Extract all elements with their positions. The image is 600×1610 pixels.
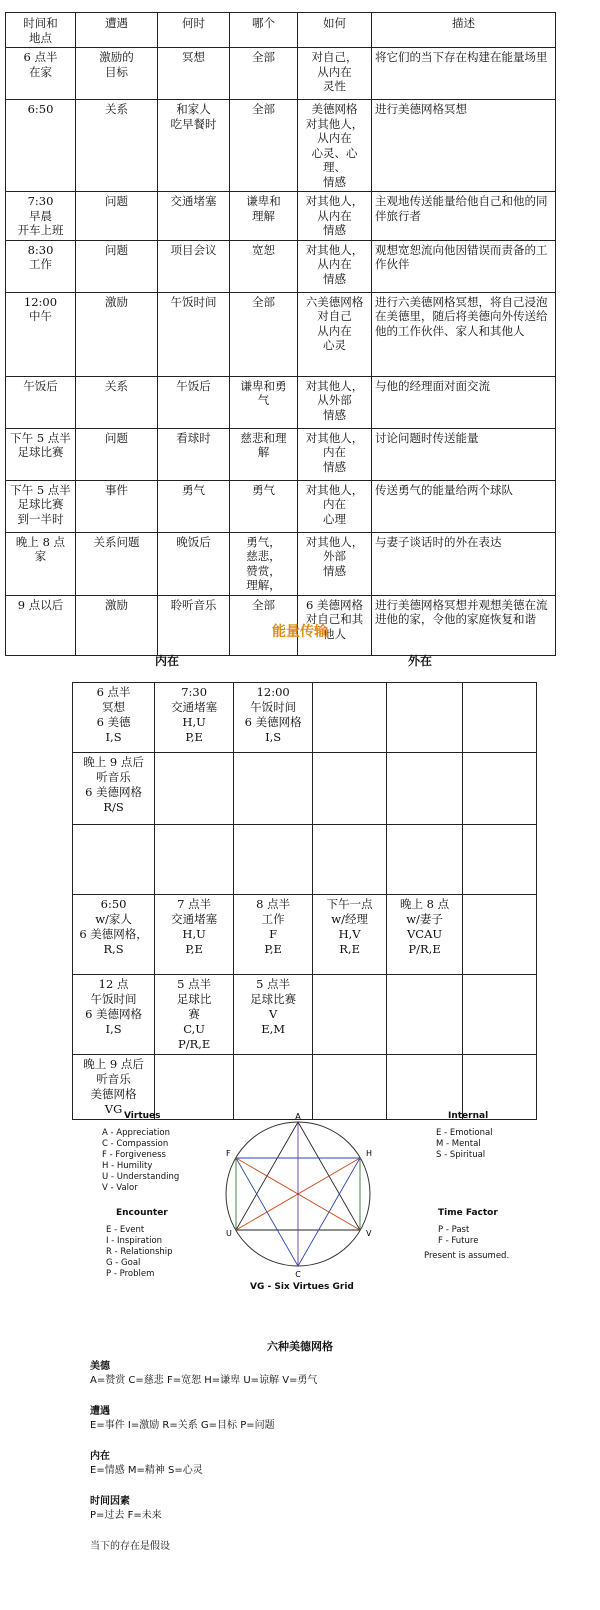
energy-grid-cell bbox=[313, 683, 387, 753]
schedule-cell: 进行美德网格冥想并观想美德在流进他的家，令他的家庭恢复和谐 bbox=[372, 595, 556, 655]
energy-grid-cell bbox=[73, 825, 155, 895]
energy-grid-cell bbox=[387, 975, 463, 1055]
schedule-cell: 激励 bbox=[76, 292, 158, 376]
schedule-cell: 全部 bbox=[230, 48, 298, 100]
schedule-cell: 午饭后 bbox=[6, 376, 76, 428]
schedule-cell: 午饭后 bbox=[158, 376, 230, 428]
key-time-factor bbox=[90, 1495, 162, 1523]
schedule-row bbox=[6, 48, 556, 100]
schedule-cell: 美德网格 对其他人， 从内在 心灵、心理、 情感 bbox=[298, 100, 372, 192]
schedule-cell: 宽恕 bbox=[230, 240, 298, 292]
energy-grid-cell: 6 点半 冥想 6 美德 I,S bbox=[73, 683, 155, 753]
energy-grid-cell: 7 点半 交通堵塞 H,U P,E bbox=[155, 895, 234, 975]
encounter-item: G - Goal bbox=[106, 1258, 141, 1268]
energy-grid-row bbox=[73, 825, 537, 895]
point-label: A bbox=[295, 1112, 301, 1121]
key-values: E=事件 I=激励 R=关系 G=目标 P=问题 bbox=[90, 1420, 275, 1431]
internal-item: E - Emotional bbox=[436, 1128, 493, 1138]
point-label: C bbox=[295, 1270, 301, 1279]
schedule-cell: 交通堵塞 bbox=[158, 192, 230, 241]
energy-grid-cell: 晚上 9 点后 听音乐 6 美德网格 R/S bbox=[73, 753, 155, 825]
schedule-cell: 进行美德网格冥想 bbox=[372, 100, 556, 192]
energy-grid-row bbox=[73, 683, 537, 753]
energy-grid-cell bbox=[155, 753, 234, 825]
header-encounter: 遭遇 bbox=[76, 13, 158, 48]
schedule-cell: 对其他人， 外部 情感 bbox=[298, 532, 372, 595]
schedule-cell: 关系问题 bbox=[76, 532, 158, 595]
inner-label: 内在 bbox=[155, 654, 180, 668]
schedule-cell: 7:30 早晨 开车上班 bbox=[6, 192, 76, 241]
present-assumed-note: 当下的存在是假设 bbox=[90, 1541, 170, 1552]
point-label: V bbox=[366, 1229, 372, 1238]
energy-grid-cell: 晚上 9 点后 听音乐 美德网格 VG bbox=[73, 1055, 155, 1120]
six-virtues-grid-diagram bbox=[220, 1108, 380, 1284]
schedule-cell: 慈悲和理 解 bbox=[230, 428, 298, 480]
schedule-cell: 观想宽恕流向他因错误而责备的工作伙伴 bbox=[372, 240, 556, 292]
schedule-cell: 与妻子谈话时的外在表达 bbox=[372, 532, 556, 595]
virtues-legend bbox=[102, 1111, 179, 1194]
schedule-header-row bbox=[6, 13, 556, 48]
energy-grid-cell bbox=[234, 753, 313, 825]
schedule-cell: 对其他人， 从内在 情感 bbox=[298, 240, 372, 292]
schedule-cell: 激励 bbox=[76, 595, 158, 655]
schedule-cell: 对其他人， 内在 心理 bbox=[298, 480, 372, 532]
energy-grid-cell: 7:30 交通堵塞 H,U P,E bbox=[155, 683, 234, 753]
schedule-cell: 项目会议 bbox=[158, 240, 230, 292]
internal-title: Internal bbox=[448, 1111, 489, 1121]
energy-grid-row bbox=[73, 753, 537, 825]
schedule-cell: 关系 bbox=[76, 376, 158, 428]
energy-grid-cell: 8 点半 工作 F P,E bbox=[234, 895, 313, 975]
energy-grid-cell: 5 点半 足球比赛 V E,M bbox=[234, 975, 313, 1055]
schedule-row bbox=[6, 428, 556, 480]
virtue-item: U - Understanding bbox=[102, 1172, 180, 1182]
six-virtues-grid-title: 六种美德网格 bbox=[267, 1340, 333, 1353]
schedule-row bbox=[6, 100, 556, 192]
schedule-cell: 勇气 bbox=[158, 480, 230, 532]
energy-grid-row bbox=[73, 895, 537, 975]
schedule-cell: 6 美德网格 对自己和其 他人 bbox=[298, 595, 372, 655]
header-how: 如何 bbox=[298, 13, 372, 48]
schedule-cell: 与他的经理面对面交流 bbox=[372, 376, 556, 428]
key-values: A=赞赏 C=慈悲 F=宽恕 H=谦卑 U=谅解 V=勇气 bbox=[90, 1375, 318, 1386]
schedule-cell: 问题 bbox=[76, 428, 158, 480]
schedule-cell: 激励的 目标 bbox=[76, 48, 158, 100]
schedule-table bbox=[5, 12, 556, 656]
encounter-item: I - Inspiration bbox=[106, 1236, 163, 1246]
time-title: Time Factor bbox=[438, 1208, 498, 1218]
energy-transfer-title: 能量传输 bbox=[272, 624, 328, 640]
schedule-cell: 冥想 bbox=[158, 48, 230, 100]
energy-grid-cell: 5 点半 足球比 赛 C,U P/R,E bbox=[155, 975, 234, 1055]
key-heading: 美德 bbox=[90, 1361, 110, 1372]
virtue-item: F - Forgiveness bbox=[102, 1150, 166, 1160]
schedule-cell: 6 点半 在家 bbox=[6, 48, 76, 100]
energy-grid-cell bbox=[234, 825, 313, 895]
schedule-cell: 全部 bbox=[230, 595, 298, 655]
schedule-cell: 12:00 中午 bbox=[6, 292, 76, 376]
internal-item: M - Mental bbox=[436, 1139, 481, 1149]
energy-grid-cell: 下午一点 w/经理 H,V R,E bbox=[313, 895, 387, 975]
energy-grid-cell: 晚上 8 点 w/妻子 VCAU P/R,E bbox=[387, 895, 463, 975]
key-encounter bbox=[90, 1405, 275, 1433]
schedule-cell: 聆听音乐 bbox=[158, 595, 230, 655]
encounter-title: Encounter bbox=[116, 1208, 168, 1218]
encounter-item: E - Event bbox=[106, 1225, 145, 1235]
energy-grid-cell bbox=[463, 1055, 537, 1120]
virtue-item: V - Valor bbox=[102, 1183, 138, 1193]
schedule-cell: 对自己， 从内在 灵性 bbox=[298, 48, 372, 100]
time-item: P - Past bbox=[438, 1225, 470, 1235]
schedule-cell: 问题 bbox=[76, 240, 158, 292]
header-which: 哪个 bbox=[230, 13, 298, 48]
virtue-item: H - Humility bbox=[102, 1161, 153, 1171]
schedule-cell: 关系 bbox=[76, 100, 158, 192]
key-internal bbox=[90, 1450, 203, 1478]
time-legend bbox=[424, 1208, 510, 1262]
point-label: H bbox=[366, 1149, 373, 1158]
schedule-cell: 六美德网格 对自己 从内在 心灵 bbox=[298, 292, 372, 376]
internal-item: S - Spiritual bbox=[436, 1150, 486, 1160]
virtue-item: C - Compassion bbox=[102, 1139, 169, 1149]
schedule-cell: 将它们的当下存在构建在能量场里 bbox=[372, 48, 556, 100]
key-heading: 内在 bbox=[90, 1451, 110, 1462]
key-values: P=过去 F=未来 bbox=[90, 1510, 162, 1521]
schedule-cell: 9 点以后 bbox=[6, 595, 76, 655]
header-description: 描述 bbox=[372, 13, 556, 48]
schedule-cell: 晚上 8 点 家 bbox=[6, 532, 76, 595]
schedule-cell: 对其他人， 从内在 情感 bbox=[298, 192, 372, 241]
energy-grid-cell bbox=[313, 753, 387, 825]
diagram-caption bbox=[250, 1282, 354, 1293]
energy-grid-cell: 12:00 午饭时间 6 美德网格 I,S bbox=[234, 683, 313, 753]
schedule-cell: 谦卑和 理解 bbox=[230, 192, 298, 241]
key-heading: 时间因素 bbox=[90, 1496, 130, 1507]
energy-grid-cell bbox=[387, 1055, 463, 1120]
schedule-row bbox=[6, 480, 556, 532]
energy-grid-cell bbox=[313, 825, 387, 895]
present-note: Present is assumed. bbox=[424, 1251, 510, 1261]
energy-grid-cell bbox=[463, 825, 537, 895]
point-label: F bbox=[226, 1149, 231, 1158]
schedule-cell: 晚饭后 bbox=[158, 532, 230, 595]
header-when: 何时 bbox=[158, 13, 230, 48]
schedule-cell: 看球时 bbox=[158, 428, 230, 480]
energy-grid-cell bbox=[463, 895, 537, 975]
energy-grid-cell bbox=[387, 753, 463, 825]
energy-grid-cell bbox=[155, 825, 234, 895]
energy-grid-cell bbox=[387, 683, 463, 753]
schedule-row bbox=[6, 192, 556, 241]
time-item: F - Future bbox=[438, 1236, 479, 1246]
key-virtues bbox=[90, 1360, 317, 1388]
schedule-cell: 主观地传送能量给他自己和他的同伴旅行者 bbox=[372, 192, 556, 241]
schedule-cell: 谦卑和勇 气 bbox=[230, 376, 298, 428]
schedule-cell: 午饭时间 bbox=[158, 292, 230, 376]
point-label: U bbox=[226, 1229, 232, 1238]
schedule-cell: 讨论问题时传送能量 bbox=[372, 428, 556, 480]
energy-grid-row bbox=[73, 975, 537, 1055]
energy-grid-cell bbox=[463, 683, 537, 753]
schedule-row bbox=[6, 292, 556, 376]
energy-grid bbox=[72, 682, 537, 1120]
energy-grid-cell: 6:50 w/家人 6 美德网格， R,S bbox=[73, 895, 155, 975]
schedule-cell: 8:30 工作 bbox=[6, 240, 76, 292]
schedule-cell: 问题 bbox=[76, 192, 158, 241]
schedule-row bbox=[6, 376, 556, 428]
outer-label: 外在 bbox=[408, 654, 433, 668]
schedule-cell: 对其他人， 从外部 情感 bbox=[298, 376, 372, 428]
schedule-cell: 和家人 吃早餐时 bbox=[158, 100, 230, 192]
energy-grid-cell bbox=[387, 825, 463, 895]
energy-grid-cell bbox=[463, 753, 537, 825]
schedule-cell: 事件 bbox=[76, 480, 158, 532]
energy-grid-cell bbox=[313, 975, 387, 1055]
schedule-cell: 全部 bbox=[230, 100, 298, 192]
schedule-cell: 下午 5 点半 足球比赛 到一半时 bbox=[6, 480, 76, 532]
key-footer bbox=[90, 1540, 170, 1554]
energy-grid-cell bbox=[463, 975, 537, 1055]
schedule-row bbox=[6, 532, 556, 595]
schedule-cell: 传送勇气的能量给两个球队 bbox=[372, 480, 556, 532]
schedule-cell: 勇气 bbox=[230, 480, 298, 532]
encounter-legend bbox=[106, 1208, 173, 1280]
schedule-cell: 6:50 bbox=[6, 100, 76, 192]
diagram-caption-text: VG - Six Virtues Grid bbox=[250, 1282, 354, 1292]
schedule-cell: 下午 5 点半 足球比赛 bbox=[6, 428, 76, 480]
key-heading: 遭遇 bbox=[90, 1406, 110, 1417]
internal-legend bbox=[436, 1111, 493, 1161]
encounter-item: P - Problem bbox=[106, 1269, 155, 1279]
schedule-cell: 对其他人， 内在 情感 bbox=[298, 428, 372, 480]
virtue-item: A - Appreciation bbox=[102, 1128, 170, 1138]
key-values: E=情感 M=精神 S=心灵 bbox=[90, 1465, 203, 1476]
schedule-cell: 全部 bbox=[230, 292, 298, 376]
virtues-title: Virtues bbox=[124, 1111, 161, 1121]
header-time-place: 时间和 地点 bbox=[6, 13, 76, 48]
schedule-cell: 进行六美德网格冥想，将自己浸泡在美德里，随后将美德向外传送给他的工作伙伴、家人和其他人 bbox=[372, 292, 556, 376]
encounter-item: R - Relationship bbox=[106, 1247, 173, 1257]
energy-grid-cell: 12 点 午饭时间 6 美德网格 I,S bbox=[73, 975, 155, 1055]
schedule-cell: 勇气， 慈悲， 赞赏， 理解， bbox=[230, 532, 298, 595]
schedule-row bbox=[6, 240, 556, 292]
